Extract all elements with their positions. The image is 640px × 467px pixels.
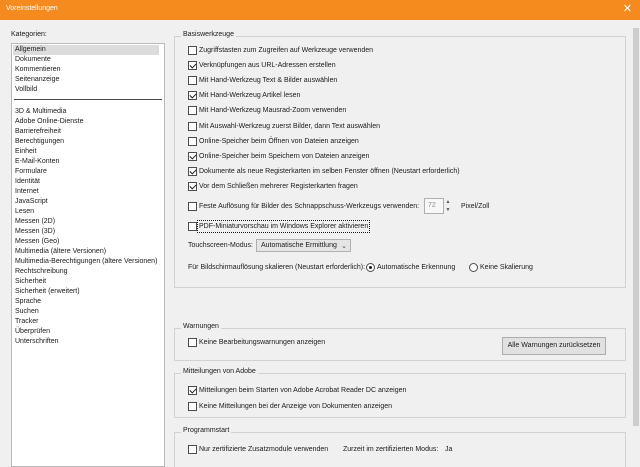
no-edit-warnings-label: Keine Bearbeitungswarnungen anzeigen bbox=[199, 339, 326, 346]
chevron-down-icon: ⌄ bbox=[341, 243, 347, 250]
title-bar bbox=[0, 0, 640, 20]
hand-select-label: Mit Hand-Werkzeug Text & Bilder auswählen bbox=[199, 77, 338, 84]
scaling-label: Für Bildschirmauflösung skalieren (Neustart erforderlich): bbox=[188, 264, 366, 271]
select-images-first-checkbox[interactable] bbox=[188, 122, 197, 131]
startup-messages-checkbox[interactable] bbox=[188, 386, 197, 395]
category-item[interactable]: Lesen bbox=[15, 208, 35, 215]
online-storage-save-label: Online-Speicher beim Speichern von Dateien anzeigen bbox=[199, 153, 370, 160]
url-links-checkbox[interactable] bbox=[188, 61, 197, 70]
category-item[interactable]: Formulare bbox=[15, 168, 47, 175]
access-keys-label: Zugriffstasten zum Zugreifen auf Werkzeuge verwenden bbox=[199, 47, 374, 54]
categories-label: Kategorien: bbox=[11, 31, 47, 38]
touchscreen-mode-value: Automatische Ermittlung bbox=[261, 242, 337, 249]
certified-plugins-checkbox[interactable] bbox=[188, 445, 197, 454]
scrollbar-thumb[interactable] bbox=[633, 28, 639, 426]
open-as-tabs-label: Dokumente als neue Registerkarten im selben Fenster öffnen (Neustart erforderlich) bbox=[199, 168, 460, 175]
close-icon[interactable]: ✕ bbox=[622, 3, 632, 15]
online-storage-open-checkbox[interactable] bbox=[188, 137, 197, 146]
category-item[interactable]: Suchen bbox=[15, 308, 39, 315]
no-document-messages-checkbox[interactable] bbox=[188, 402, 197, 411]
pdf-thumbnail-label: PDF-Miniaturvorschau im Windows Explorer aktivieren bbox=[199, 223, 369, 230]
category-item-vollbild[interactable]: Vollbild bbox=[15, 86, 38, 93]
category-item-dokumente[interactable]: Dokumente bbox=[15, 56, 51, 63]
category-item[interactable]: 3D & Multimedia bbox=[15, 108, 67, 115]
hand-zoom-label: Mit Hand-Werkzeug Mausrad-Zoom verwenden bbox=[199, 107, 347, 114]
category-item[interactable]: Einheit bbox=[15, 148, 37, 155]
snapshot-resolution-checkbox[interactable] bbox=[188, 202, 197, 211]
app-start-title: Programmstart bbox=[183, 427, 230, 434]
category-item[interactable]: Multimedia-Berechtigungen (ältere Versionen) bbox=[15, 258, 158, 265]
basic-tools-title: Basiswerkzeuge bbox=[183, 31, 234, 38]
spinner-arrows-icon[interactable]: ▲ ▼ bbox=[445, 199, 451, 213]
adobe-messages-title: Mitteilungen von Adobe bbox=[183, 368, 256, 375]
hand-select-checkbox[interactable] bbox=[188, 76, 197, 85]
certified-mode-label: Zurzeit im zertifizierten Modus: bbox=[343, 446, 439, 453]
certified-mode-value: Ja bbox=[445, 446, 453, 453]
category-item[interactable]: Rechtschreibung bbox=[15, 268, 68, 275]
category-item[interactable]: Adobe Online-Dienste bbox=[15, 118, 84, 125]
snapshot-resolution-label: Feste Auflösung für Bilder des Schnappschuss-Werkzeugs verwenden: bbox=[199, 203, 420, 210]
snapshot-resolution-input[interactable]: 72 bbox=[424, 198, 444, 214]
startup-messages-label: Mitteilungen beim Starten von Adobe Acrobat Reader DC anzeigen bbox=[199, 387, 407, 394]
snapshot-unit-label: Pixel/Zoll bbox=[461, 203, 490, 210]
category-item[interactable]: Messen (Geo) bbox=[15, 238, 60, 245]
open-as-tabs-checkbox[interactable] bbox=[188, 167, 197, 176]
access-keys-checkbox[interactable] bbox=[188, 46, 197, 55]
category-item[interactable]: Unterschriften bbox=[15, 338, 59, 345]
auto-detect-label: Automatische Erkennung bbox=[377, 264, 456, 271]
touchscreen-label: Touchscreen-Modus: bbox=[188, 242, 253, 249]
hand-zoom-checkbox[interactable] bbox=[188, 106, 197, 115]
select-images-first-label: Mit Auswahl-Werkzeug zuerst Bilder, dann Text auswählen bbox=[199, 123, 381, 130]
category-item[interactable]: Sprache bbox=[15, 298, 42, 305]
url-links-label: Verknüpfungen aus URL-Adressen erstellen bbox=[199, 62, 336, 69]
category-item[interactable]: Barrierefreiheit bbox=[15, 128, 61, 135]
basic-tools-group bbox=[174, 36, 626, 288]
certified-plugins-label: Nur zertifizierte Zusatzmodule verwenden bbox=[199, 446, 329, 453]
online-storage-save-checkbox[interactable] bbox=[188, 152, 197, 161]
category-item[interactable]: Messen (3D) bbox=[15, 228, 56, 235]
category-item[interactable]: Sicherheit bbox=[15, 278, 47, 285]
category-item[interactable]: E-Mail-Konten bbox=[15, 158, 60, 165]
category-item[interactable]: Tracker bbox=[15, 318, 39, 325]
no-document-messages-label: Keine Mitteilungen bei der Anzeige von Dokumenten anzeigen bbox=[199, 403, 393, 410]
adobe-messages-group bbox=[174, 373, 626, 418]
category-item[interactable]: Messen (2D) bbox=[15, 218, 56, 225]
hand-articles-label: Mit Hand-Werkzeug Artikel lesen bbox=[199, 92, 301, 99]
online-storage-open-label: Online-Speicher beim Öffnen von Dateien anzeigen bbox=[199, 138, 359, 145]
reset-warnings-button[interactable]: Alle Warnungen zurücksetzen bbox=[502, 337, 606, 355]
category-item[interactable]: Identität bbox=[15, 178, 40, 185]
categories-list[interactable] bbox=[11, 43, 165, 467]
ask-before-close-checkbox[interactable] bbox=[188, 182, 197, 191]
no-scaling-label: Keine Skalierung bbox=[480, 264, 533, 271]
no-scaling-radio[interactable] bbox=[469, 263, 478, 272]
category-item[interactable]: Internet bbox=[15, 188, 39, 195]
warnings-title: Warnungen bbox=[183, 323, 219, 330]
category-separator bbox=[14, 99, 162, 100]
ask-before-close-label: Vor dem Schließen mehrerer Registerkarten fragen bbox=[199, 183, 358, 190]
window-title: Voreinstellungen bbox=[6, 5, 58, 12]
pdf-thumbnail-checkbox[interactable] bbox=[188, 222, 197, 231]
category-item-seitenanzeige[interactable]: Seitenanzeige bbox=[15, 76, 60, 83]
auto-detect-radio[interactable] bbox=[366, 263, 375, 272]
category-item[interactable]: JavaScript bbox=[15, 198, 48, 205]
category-item[interactable]: Berechtigungen bbox=[15, 138, 65, 145]
category-item-kommentieren[interactable]: Kommentieren bbox=[15, 66, 61, 73]
touchscreen-mode-select[interactable] bbox=[256, 239, 351, 252]
category-item[interactable]: Multimedia (ältere Versionen) bbox=[15, 248, 107, 255]
category-item[interactable]: Sicherheit (erweitert) bbox=[15, 288, 80, 295]
no-edit-warnings-checkbox[interactable] bbox=[188, 338, 197, 347]
hand-articles-checkbox[interactable] bbox=[188, 91, 197, 100]
category-item-allgemein[interactable]: Allgemein bbox=[13, 45, 159, 55]
category-item[interactable]: Überprüfen bbox=[15, 328, 51, 335]
